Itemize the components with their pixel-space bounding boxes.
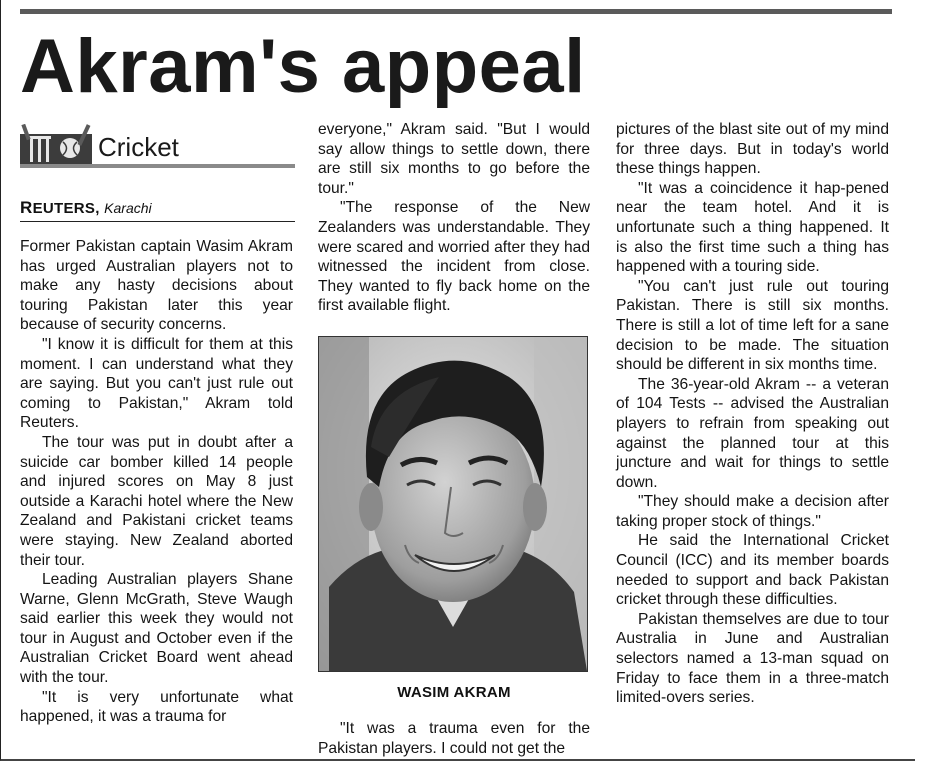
- paragraph: The tour was put in doubt after a suicide car bomber killed 14 people and injured scores on May 8 just outside a Karachi hotel where the New Zealand and Pakistani cricket teams were staying. New Zealand aborted their tour.: [20, 433, 293, 569]
- paragraph: He said the International Cricket Council (ICC) and its member boards needed to support and back Pakistan cricket through these difficulties.: [616, 532, 889, 609]
- byline-city: Karachi: [104, 200, 152, 216]
- paragraph: Pakistan themselves are due to tour Australia in June and Australian selectors named a 13-man squad on Friday to face them in a three-match limited-overs series.: [616, 610, 889, 707]
- cricket-section-icon: [20, 124, 94, 166]
- photo-caption: WASIM AKRAM: [397, 684, 511, 701]
- paragraph: "It was a trauma even for the Pakistan players. I could not get the: [318, 720, 590, 757]
- headline: Akram's appeal: [20, 24, 586, 109]
- article-column-2-continued: [318, 719, 590, 758]
- paragraph: pictures of the blast site out of my mind for three days. But in today's world these things happen.: [616, 121, 889, 178]
- paragraph: "They should make a decision after taking proper stock of things.": [616, 493, 889, 530]
- article-column-1: [20, 237, 293, 727]
- article-column-3: [616, 120, 889, 708]
- portrait-photo: [318, 336, 588, 672]
- byline-agency: REUTERS,: [20, 198, 100, 217]
- section-rule: [20, 164, 295, 168]
- paragraph: "You can't just rule out touring Pakistan. There is still six months. There is still a lot of time left for a sane decision to be made. The situation should be different in six months time.: [616, 277, 889, 374]
- paragraph: "I know it is difficult for them at this moment. I can understand what they are saying. But you can't just rule out coming to Pakistan," Akram told Reuters.: [20, 335, 293, 432]
- paragraph: everyone," Akram said. "But I would say allow things to settle down, there are still six months to go before the tour.": [318, 121, 590, 197]
- paragraph: Former Pakistan captain Wasim Akram has urged Australian players not to make any hasty decisions about touring Pakistan later this year because of security concerns.: [20, 238, 293, 334]
- paragraph: "It was a coincidence it hap-pened near the team hotel. And it is unfortunate such a thing happened. It is also the first time such a thing has happened with a touring side.: [616, 179, 889, 276]
- top-rule: [20, 9, 892, 14]
- paragraph: "It is very unfortunate what happened, it was a trauma for: [20, 688, 293, 726]
- article-column-2: [318, 120, 590, 316]
- paragraph: Leading Australian players Shane Warne, Glenn McGrath, Steve Waugh said earlier this week they would not tour in August and October even if the Australian Cricket Board went ahead with the tour.: [20, 571, 293, 687]
- byline: [20, 198, 295, 222]
- paragraph: "The response of the New Zealanders was understandable. They were scared and worried after they had witnessed the incident from close. They wanted to fly back home on the first available flight.: [318, 199, 590, 315]
- section-label: Cricket: [98, 132, 179, 162]
- section-header: [20, 124, 298, 170]
- paragraph: The 36-year-old Akram -- a veteran of 104 Tests -- advised the Australian players to refrain from speaking out against the planned tour at this juncture and wait for things to settle down.: [616, 375, 889, 491]
